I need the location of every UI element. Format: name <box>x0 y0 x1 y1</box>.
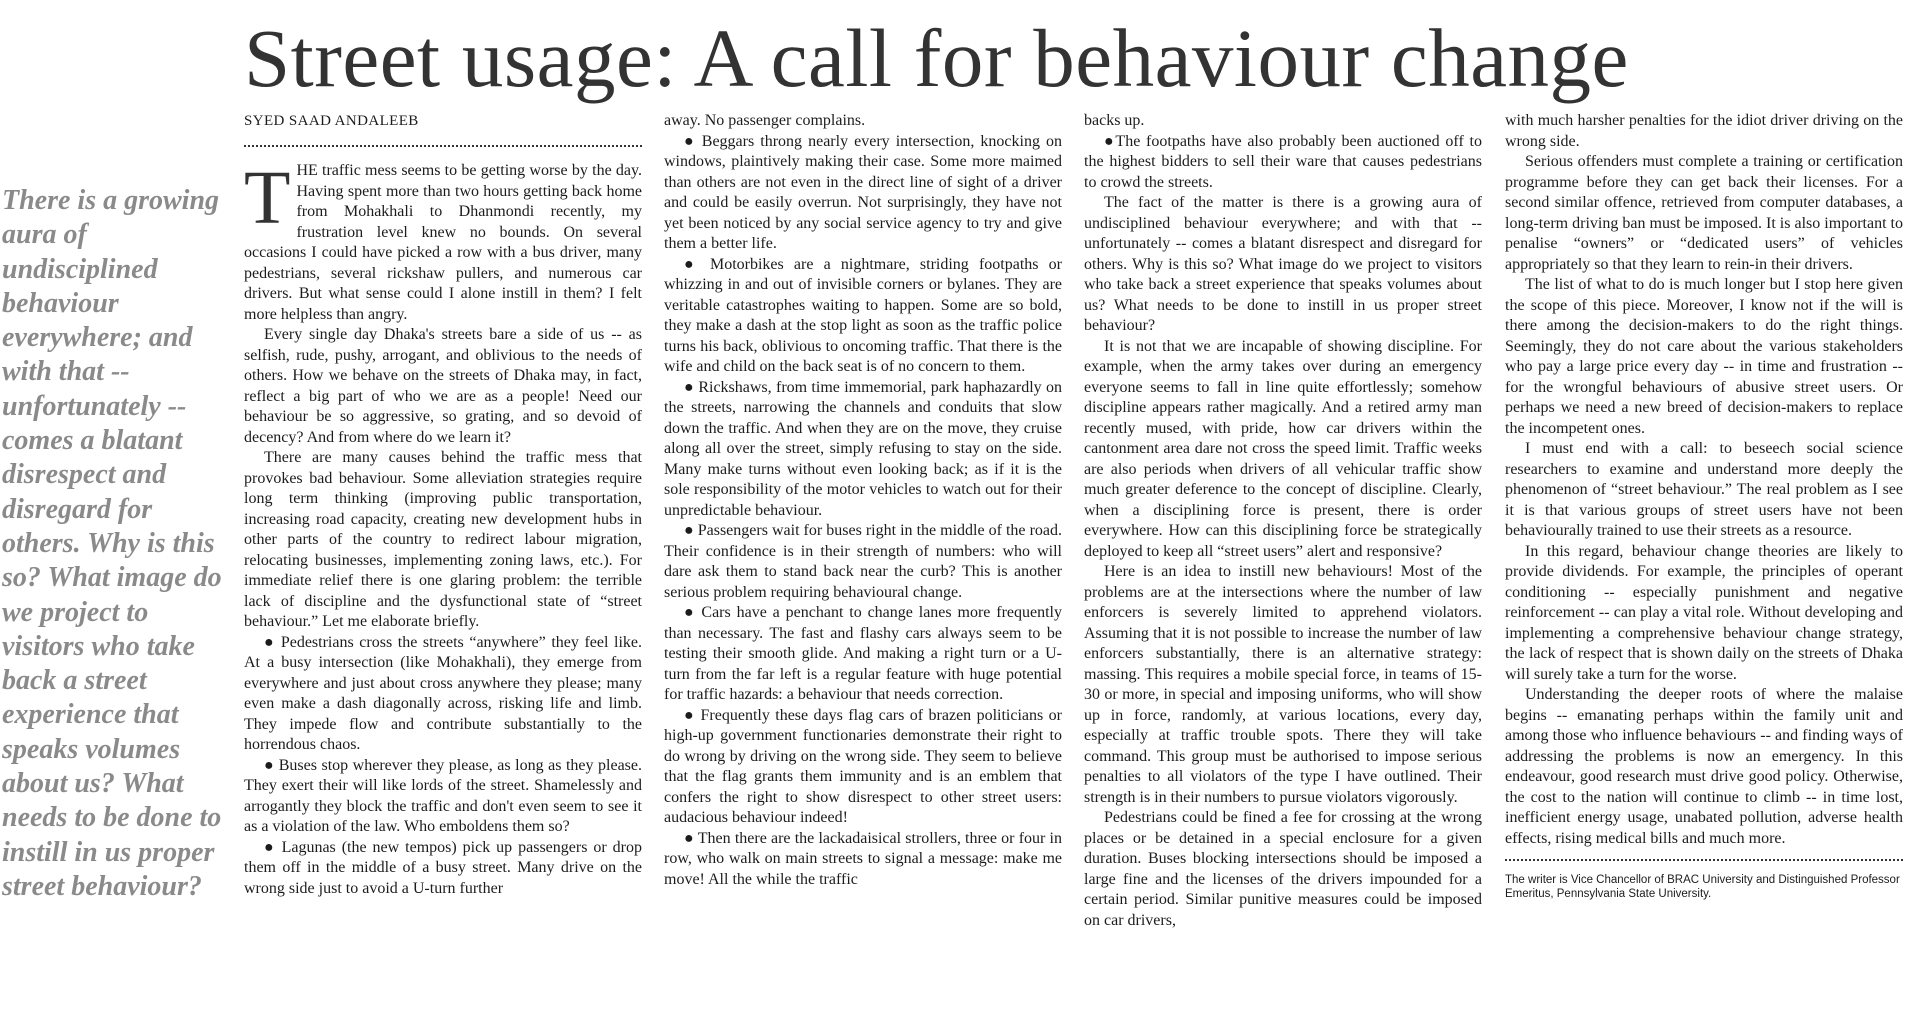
column-2 <box>664 111 1062 1017</box>
paragraph: Pedestrians could be fined a fee for crossing at the wrong places or be detained in a special enclosure for a given duration. Buses blocking intersections should be imposed a large fine and the licenses of the drivers impounded for a certain period. Similar punitive measures could be imposed on car drivers, <box>1084 809 1482 929</box>
paragraph: ● Rickshaws, from time immemorial, park haphazardly on the streets, narrowing the channels and conduits that slow down the traffic. And when they are on the move, they cruise along all over the street, simply refusing to stay on the side. Many make turns without even looking back; as if it is the sole responsibility of the motor vehicles to watch out for their unpredictable behaviour. <box>664 378 1062 519</box>
paragraph: ● Then there are the lackadaisical strollers, three or four in row, who walk on main streets to signal a message: make me move! All the while the traffic <box>664 829 1062 888</box>
column-4 <box>1505 111 1903 1017</box>
column-3 <box>1084 111 1482 1017</box>
paragraph: ● Frequently these days flag cars of brazen politicians or high-up government functionaries demonstrate their right to do wrong by driving on the wrong side. They seem to believe that the flag grants them immunity and is an emblem that confers the right to show disrespect to other street users: audacious behaviour indeed! <box>664 706 1062 826</box>
paragraph: There are many causes behind the traffic mess that provokes bad behaviour. Some alleviation strategies require long term thinking (improving public transportation, increasing road capacity, creating new development hubs in other parts of the country to redirect labour migration, relocating businesses, implementing zoning laws, etc.). For immediate relief there is one glaring problem: the terrible lack of discipline and the dysfunctional state of “street behaviour.” Let me elaborate briefly. <box>244 449 642 630</box>
pull-quote <box>2 184 232 904</box>
column-1 <box>244 111 642 1017</box>
paragraph: ● Pedestrians cross the streets “anywhere” they feel like. At a busy intersection (like Mohakhali), they emerge from everywhere and just about cross anywhere they please; many even make a dash diagonally across, risking life and limb. They impede flow and contribute substantially to the horrendous chaos. <box>244 633 642 753</box>
footnote-divider <box>1505 859 1903 861</box>
paragraph: Serious offenders must complete a training or certification programme before they can get back their licenses. For a second similar offence, retrieved from computer databases, a long-term driving ban must be imposed. It is also important to penalise “owners” or “dedicated users” of vehicles appropriately so that they learn to rein-in their drivers. <box>1505 153 1903 273</box>
paragraph: In this regard, behaviour change theories are likely to provide dividends. For example, the principles of operant conditioning -- especially punishment and negative reinforcement -- can play a vital role. Without developing and implementing a comprehensive behaviour change strategy, the lack of respect that is shown daily on the streets of Dhaka will surely take a turn for the worse. <box>1505 542 1903 683</box>
paragraph: The fact of the matter is there is a growing aura of undisciplined behaviour everywhere; and with that -- unfortunately -- comes a blatant disrespect and disregard for others. Why is this so? What image do we project to visitors who take back a street experience that speaks volumes about us? What needs to be done to instill in us proper street behaviour? <box>1084 194 1482 334</box>
first-paragraph <box>244 156 642 325</box>
byline-divider <box>244 145 642 147</box>
author-footnote: The writer is Vice Chancellor of BRAC University and Distinguished Professor Emeritus, Pennsylvania State University. <box>1505 874 1900 900</box>
paragraph: with much harsher penalties for the idiot driver driving on the wrong side. <box>1505 112 1903 150</box>
pull-quote-text: There is a growing aura of undisciplined behaviour everywhere; and with that -- unfortunately -- comes a blatant disrespect and disregard for others. Why is this so? What image do we project to visitors who take back a street experience that speaks volumes about us? What needs to be done to instill in us proper street behaviour? <box>2 185 222 902</box>
paragraph: backs up. <box>1084 112 1145 129</box>
paragraph: ● Buses stop wherever they please, as long as they please. They exert their will like lords of the street. Shamelessly and arrogantly they block the traffic and don't even seem to see it as a violation of the law. Who emboldens them so? <box>244 756 642 835</box>
paragraph: ● Lagunas (the new tempos) pick up passengers or drop them off in the middle of a busy street. Many drive on the wrong side just to avoid a U-turn further <box>244 838 642 897</box>
paragraph: Here is an idea to instill new behaviours! Most of the problems are at the intersections where the number of law enforcers is severely limited to apprehend violators. Assuming that it is not possible to increase the number of law enforcers substantially, there is an alternative strategy: massing. This requires a mobile special force, in teams of 15-30 or more, in special and imposing uniforms, who will show up in force, randomly, at various locations, every day, especially at traffic trouble spots. There they will take command. This group must be authorised to impose serious penalties to all violators of the type I have outlined. Their strength is in their numbers to pursue violators vigorously. <box>1084 563 1482 806</box>
paragraph: The list of what to do is much longer but I stop here given the scope of this piece. Moreover, I know not if the will is there among the decision-makers to do the right things. Seemingly, they do not care about the various stakeholders who pay a large price every day -- in time and frustration -- for the wrongful behaviours of abusive street users. Or perhaps we need a new breed of decision-makers to replace the incompetent ones. <box>1505 276 1903 437</box>
paragraph: ● Cars have a penchant to change lanes more frequently than necessary. The fast and flashy cars always seem to be testing their smooth glide. And making a right turn or a U-turn from the far left is a regular feature with huge potential for traffic hazards: a behaviour that needs correction. <box>664 604 1062 703</box>
drop-cap: T <box>244 156 291 240</box>
paragraph: It is not that we are incapable of showing discipline. For example, when the army takes over during an emergency everyone seems to fall in line quite effortlessly; somehow discipline appears rather magically. And a retired army man recently mused, with pride, how car drivers within the cantonment area dare not cross the speed limit. Traffic weeks are also periods when drivers of all vehicular traffic show much greater deference to the concept of discipline. Clearly, when a disciplining force is present, there is order everywhere. How can this disciplining force be strategically deployed to keep all “street users” alert and responsive? <box>1084 337 1482 560</box>
first-paragraph-text: HE traffic mess seems to be getting worse by the day. Having spent more than two hours getting back home from Mohakhali to Dhanmondi recently, my frustration level knew no bounds. On several occasions I could have picked a row with a bus driver, many pedestrians, several rickshaw pullers, and numerous car drivers. But what sense could I alone instill in them? I felt more helpless than angry. <box>244 162 642 323</box>
headline: Street usage: A call for behaviour change <box>244 12 1629 104</box>
paragraph: ● Beggars throng nearly every intersection, knocking on windows, plaintively making their case. Some more maimed than others are not even in the direct line of sight of a driver and could be easily overrun. Not surprisingly, they have not yet been noticed by any social service agency to try and give them a better life. <box>664 132 1062 252</box>
paragraph: Understanding the deeper roots of where the malaise begins -- emanating perhaps within the family unit and among those who influence behaviours -- and finding ways of addressing the problems is now an emergency. In this endeavour, good research must drive good policy. Otherwise, the cost to the nation will continue to climb -- in time lost, inefficient energy usage, unabated pollution, adverse health effects, rising medical bills and much more. <box>1505 686 1903 847</box>
paragraph: away. No passenger complains. <box>664 112 866 129</box>
byline: SYED SAAD ANDALEEB <box>244 113 419 129</box>
paragraph: ● Passengers wait for buses right in the middle of the road. Their confidence is in their strength of numbers: who will dare ask them to stand back near the curb? This is another serious problem requiring behavioural change. <box>664 522 1062 601</box>
paragraph: ● Motorbikes are a nightmare, striding footpaths or whizzing in and out of invisible corners or bylanes. They are veritable catastrophes waiting to happen. Some are so bold, they make a dash at the stop light as soon as the traffic police turns his back, oblivious to oncoming traffic. That there is the wife and child on the back seat is of no concern to them. <box>664 255 1062 375</box>
paragraph: ●The footpaths have also probably been auctioned off to the highest bidders to sell their ware that causes pedestrians to crowd the streets. <box>1084 132 1482 191</box>
paragraph: I must end with a call: to beseech social science researchers to examine and understand more deeply the phenomenon of “street behaviour.” The real problem as I see it is that various groups of street users have not been behaviourally trained to use their streets as a resource. <box>1505 440 1903 539</box>
paragraph: Every single day Dhaka's streets bare a side of us -- as selfish, rude, pushy, arrogant, and oblivious to the needs of others. How we behave on the streets of Dhaka may, in fact, reflect a big part of who we are as a people! Need our behaviour be so aggressive, so grating, and so devoid of decency? And from where do we learn it? <box>244 326 642 446</box>
